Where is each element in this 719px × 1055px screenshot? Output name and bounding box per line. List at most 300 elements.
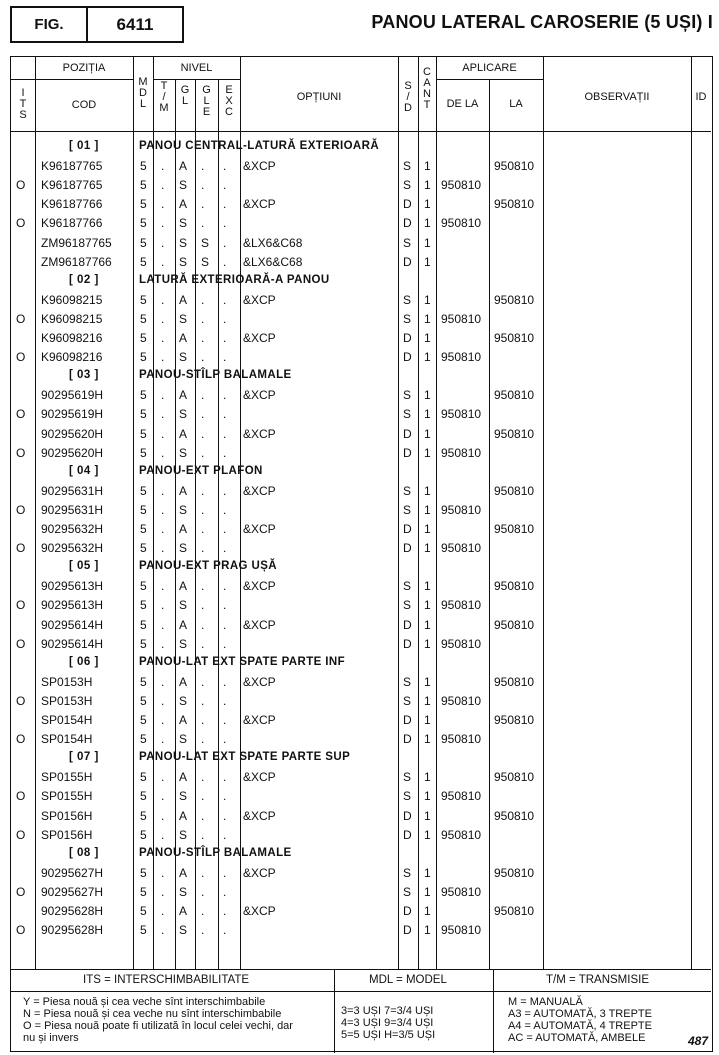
header-cod: COD (71, 99, 97, 111)
cell-tm: . (161, 331, 165, 345)
cell-gle: . (201, 674, 205, 689)
table-row (11, 864, 711, 883)
table-row (11, 520, 711, 539)
cell-exc: . (223, 445, 227, 460)
cell-exc: . (223, 178, 227, 193)
cell-tm: . (161, 407, 165, 422)
cell-cant: 1 (424, 674, 431, 689)
cell-sd: D (403, 197, 412, 212)
cell-opt: &XCP (243, 388, 276, 403)
cell-its: O (16, 789, 26, 804)
cell-tm: . (161, 159, 165, 174)
cell-cod: SP0154H (41, 713, 93, 727)
cell-gl: A (179, 483, 188, 498)
cell-mdl: 5 (140, 235, 147, 250)
cell-gle: . (201, 350, 205, 365)
cell-sd: S (403, 674, 412, 689)
cell-gle: . (201, 426, 205, 441)
cell-opt: &XCP (243, 522, 276, 536)
cell-tm: . (161, 388, 165, 403)
table-row (11, 826, 711, 845)
cell-mdl: 5 (140, 789, 147, 804)
cell-sd: S (403, 159, 412, 174)
cell-tm: . (161, 426, 165, 441)
cell-gle: . (201, 197, 205, 212)
cell-tm: . (161, 522, 165, 536)
cell-mdl: 5 (140, 311, 147, 326)
cell-gl: A (179, 426, 188, 441)
cell-opt: &XCP (243, 426, 276, 441)
cell-cant: 1 (424, 827, 431, 842)
table-row (11, 291, 711, 310)
cell-cod: K96187765 (41, 178, 103, 193)
cell-sd: S (403, 483, 412, 498)
grid-line (11, 131, 711, 132)
cell-tm: . (161, 713, 165, 727)
cell-la: 950810 (494, 522, 535, 536)
cell-exc: . (223, 865, 227, 880)
cell-exc: . (223, 770, 227, 785)
cell-cant: 1 (424, 292, 431, 307)
cell-its: O (16, 541, 26, 556)
cell-gle: . (201, 770, 205, 785)
cell-gl: A (179, 388, 188, 403)
table-row (11, 214, 711, 233)
cell-cant: 1 (424, 197, 431, 212)
cell-cod: SP0156H (41, 827, 93, 842)
cell-cant: 1 (424, 789, 431, 804)
cell-opt: &XCP (243, 292, 276, 307)
cell-its: O (16, 216, 26, 231)
table-row (11, 577, 711, 596)
cell-gl: S (179, 350, 188, 365)
cell-gl: S (179, 636, 188, 651)
cell-sd: S (403, 502, 412, 517)
table-row (11, 635, 711, 654)
cell-gle: S (201, 254, 210, 269)
cell-gl: S (179, 216, 188, 231)
cell-gl: A (179, 617, 188, 632)
cell-sd: D (403, 636, 412, 651)
section-row (11, 463, 711, 482)
figure-number: 6411 (88, 6, 184, 43)
cell-tm: . (161, 445, 165, 460)
cell-mdl: 5 (140, 216, 147, 231)
cell-exc: . (223, 541, 227, 556)
cell-opt: &XCP (243, 579, 276, 594)
section-title: PANOU CENTRAL-LATURĂ EXTERIOARĂ (139, 140, 380, 152)
cell-gl: A (179, 713, 188, 727)
cell-sd: S (403, 292, 412, 307)
table-row (11, 616, 711, 635)
cell-cant: 1 (424, 923, 431, 938)
cell-exc: . (223, 426, 227, 441)
cell-mdl: 5 (140, 923, 147, 938)
cell-gle: . (201, 159, 205, 174)
cell-gle: . (201, 483, 205, 498)
cell-cod: SP0155H (41, 770, 93, 785)
cell-la: 950810 (494, 426, 535, 441)
cell-dela: 950810 (441, 541, 482, 556)
cell-sd: S (403, 235, 412, 250)
cell-dela: 950810 (441, 884, 482, 899)
cell-cant: 1 (424, 331, 431, 345)
cell-gl: S (179, 502, 188, 517)
cell-its: O (16, 923, 26, 938)
section-code: [ 08 ] (69, 846, 99, 859)
cell-sd: S (403, 770, 412, 785)
cell-sd: S (403, 598, 412, 613)
table-row (11, 348, 711, 367)
cell-sd: S (403, 178, 412, 193)
cell-gl: S (179, 311, 188, 326)
cell-exc: . (223, 884, 227, 899)
cell-mdl: 5 (140, 445, 147, 460)
header-gle: G L E (202, 84, 211, 118)
table-row (11, 692, 711, 711)
cell-dela: 950810 (441, 311, 482, 326)
cell-sd: D (403, 808, 412, 823)
legend-mdl-header: MDL = MODEL (369, 974, 447, 986)
section-code: [ 06 ] (69, 655, 99, 668)
section-code: [ 05 ] (69, 560, 99, 573)
cell-sd: D (403, 713, 412, 727)
cell-cant: 1 (424, 808, 431, 823)
table-row (11, 807, 711, 826)
section-code: [ 03 ] (69, 369, 99, 382)
cell-dela: 950810 (441, 502, 482, 517)
cell-opt: &XCP (243, 770, 276, 785)
cell-exc: . (223, 350, 227, 365)
cell-tm: . (161, 311, 165, 326)
cell-cant: 1 (424, 522, 431, 536)
cell-cant: 1 (424, 502, 431, 517)
cell-gl: A (179, 865, 188, 880)
cell-tm: . (161, 483, 165, 498)
cell-la: 950810 (494, 159, 535, 174)
cell-opt: &XCP (243, 483, 276, 498)
cell-tm: . (161, 789, 165, 804)
cell-cant: 1 (424, 598, 431, 613)
cell-tm: . (161, 235, 165, 250)
section-title: PANOU-LAT EXT SPATE PARTE INF (139, 655, 346, 668)
cell-sd: S (403, 311, 412, 326)
cell-gle: . (201, 502, 205, 517)
cell-tm: . (161, 502, 165, 517)
legend-mdl-text: 3=3 UȘI 7=3/4 UȘI 4=3 UȘI 9=3/4 UȘI 5=5 UȘI H=3/5 UȘI (341, 1005, 436, 1041)
cell-cod: 90295619H (41, 407, 104, 422)
cell-mdl: 5 (140, 502, 147, 517)
cell-mdl: 5 (140, 254, 147, 269)
cell-exc: . (223, 292, 227, 307)
cell-gle: . (201, 808, 205, 823)
page-number: 487 (687, 1034, 708, 1048)
cell-exc: . (223, 693, 227, 708)
grid-line (436, 79, 543, 80)
cell-sd: D (403, 331, 412, 345)
table-row (11, 444, 711, 463)
cell-mdl: 5 (140, 197, 147, 212)
section-row (11, 138, 711, 157)
cell-opt: &XCP (243, 808, 276, 823)
cell-its: O (16, 178, 26, 193)
cell-mdl: 5 (140, 159, 147, 174)
table-row (11, 329, 711, 348)
table-row (11, 501, 711, 520)
grid-line (11, 79, 133, 80)
cell-mdl: 5 (140, 522, 147, 536)
cell-sd: D (403, 350, 412, 365)
cell-dela: 950810 (441, 789, 482, 804)
cell-exc: . (223, 789, 227, 804)
cell-exc: . (223, 579, 227, 594)
cell-sd: D (403, 541, 412, 556)
cell-la: 950810 (494, 388, 535, 403)
cell-sd: S (403, 693, 412, 708)
cell-cod: 90295632H (41, 541, 104, 556)
cell-cant: 1 (424, 216, 431, 231)
header-pozitia: POZIȚIA (62, 62, 106, 74)
cell-tm: . (161, 674, 165, 689)
cell-exc: . (223, 904, 227, 918)
cell-cod: 90295613H (41, 598, 104, 613)
cell-opt: &XCP (243, 674, 276, 689)
cell-gl: S (179, 827, 188, 842)
header-id: ID (695, 91, 707, 103)
section-title: PANOU-STÎLP BALAMALE (139, 369, 292, 382)
section-row (11, 272, 711, 291)
cell-tm: . (161, 197, 165, 212)
cell-its: O (16, 827, 26, 842)
parts-table (10, 56, 713, 1052)
cell-dela: 950810 (441, 598, 482, 613)
header-cant: C A N T (423, 66, 431, 111)
cell-its: O (16, 407, 26, 422)
cell-opt: &LX6&C68 (243, 254, 303, 269)
cell-its: O (16, 598, 26, 613)
cell-cod: K96187766 (41, 197, 103, 212)
cell-gle: . (201, 923, 205, 938)
cell-gl: A (179, 522, 188, 536)
cell-la: 950810 (494, 904, 535, 918)
cell-cod: 90295614H (41, 636, 104, 651)
cell-mdl: 5 (140, 579, 147, 594)
legend-its-text: Y = Piesa nouă și cea veche sînt interschimbabile N = Piesa nouă și cea veche nu sînt interschimbabile O = Piesa nouă poate fi utilizată în locul celei vechi, dar nu și invers (23, 996, 293, 1044)
cell-exc: . (223, 407, 227, 422)
cell-mdl: 5 (140, 693, 147, 708)
cell-mdl: 5 (140, 331, 147, 345)
cell-exc: . (223, 388, 227, 403)
cell-cod: SP0156H (41, 808, 93, 823)
cell-gle: . (201, 331, 205, 345)
legend-tm-text: M = MANUALĂ A3 = AUTOMATĂ, 3 TREPTE A4 = AUTOMATĂ, 4 TREPTE AC = AUTOMATĂ, AMBELE (508, 996, 652, 1044)
cell-cod: ZM96187766 (41, 254, 112, 269)
cell-cod: 90295613H (41, 579, 104, 594)
cell-la: 950810 (494, 865, 535, 880)
cell-cod: 90295631H (41, 483, 104, 498)
cell-sd: D (403, 732, 412, 747)
cell-la: 950810 (494, 713, 535, 727)
cell-gle: . (201, 216, 205, 231)
table-row (11, 405, 711, 424)
cell-exc: . (223, 235, 227, 250)
cell-its: O (16, 350, 26, 365)
table-row (11, 787, 711, 806)
cell-dela: 950810 (441, 693, 482, 708)
cell-cant: 1 (424, 350, 431, 365)
cell-cant: 1 (424, 483, 431, 498)
cell-cant: 1 (424, 178, 431, 193)
cell-gl: S (179, 235, 188, 250)
cell-gle: . (201, 904, 205, 918)
cell-dela: 950810 (441, 923, 482, 938)
table-row (11, 902, 711, 921)
cell-gl: S (179, 407, 188, 422)
table-row (11, 176, 711, 195)
section-row (11, 367, 711, 386)
cell-dela: 950810 (441, 216, 482, 231)
table-row (11, 883, 711, 902)
cell-cod: 90295631H (41, 502, 104, 517)
cell-exc: . (223, 598, 227, 613)
cell-exc: . (223, 254, 227, 269)
header-sd: S / D (404, 80, 412, 114)
section-code: [ 04 ] (69, 464, 99, 477)
header-exc: E X C (225, 84, 233, 118)
cell-sd: D (403, 617, 412, 632)
cell-la: 950810 (494, 331, 535, 345)
cell-tm: . (161, 770, 165, 785)
cell-gl: S (179, 732, 188, 747)
cell-gl: S (179, 693, 188, 708)
table-row (11, 195, 711, 214)
cell-opt: &XCP (243, 904, 276, 918)
cell-gl: A (179, 331, 188, 345)
cell-cant: 1 (424, 311, 431, 326)
cell-gle: . (201, 178, 205, 193)
table-row (11, 425, 711, 444)
cell-opt: &LX6&C68 (243, 235, 303, 250)
cell-exc: . (223, 636, 227, 651)
cell-mdl: 5 (140, 483, 147, 498)
cell-tm: . (161, 541, 165, 556)
cell-dela: 950810 (441, 827, 482, 842)
cell-gle: . (201, 311, 205, 326)
cell-gle: . (201, 732, 205, 747)
cell-cod: 90295627H (41, 865, 104, 880)
header-mdl: M D L (138, 76, 148, 110)
header-de-la: DE LA (446, 98, 479, 110)
cell-la: 950810 (494, 483, 535, 498)
cell-sd: S (403, 865, 412, 880)
cell-mdl: 5 (140, 178, 147, 193)
cell-mdl: 5 (140, 808, 147, 823)
header-aplicare: APLICARE (462, 62, 517, 74)
cell-sd: S (403, 579, 412, 594)
cell-gle: . (201, 388, 205, 403)
grid-line (493, 969, 494, 1053)
cell-cod: SP0153H (41, 693, 93, 708)
cell-gle: . (201, 827, 205, 842)
cell-exc: . (223, 674, 227, 689)
cell-sd: D (403, 254, 412, 269)
table-row (11, 234, 711, 253)
cell-gl: A (179, 674, 188, 689)
cell-tm: . (161, 904, 165, 918)
cell-cant: 1 (424, 865, 431, 880)
header-nivel: NIVEL (180, 62, 213, 74)
cell-gle: . (201, 541, 205, 556)
cell-cant: 1 (424, 426, 431, 441)
cell-gl: A (179, 579, 188, 594)
section-title: PANOU-EXT PLAFON (139, 464, 263, 477)
cell-gle: . (201, 522, 205, 536)
cell-its: O (16, 884, 26, 899)
cell-gl: A (179, 808, 188, 823)
table-row (11, 253, 711, 272)
header-la: LA (509, 98, 523, 110)
cell-cod: SP0155H (41, 789, 93, 804)
section-code: [ 02 ] (69, 273, 99, 286)
cell-cant: 1 (424, 445, 431, 460)
cell-exc: . (223, 502, 227, 517)
figure-label: FIG. (10, 6, 88, 43)
cell-sd: D (403, 827, 412, 842)
cell-mdl: 5 (140, 770, 147, 785)
cell-cant: 1 (424, 579, 431, 594)
section-title: PANOU-EXT PRAG UȘĂ (139, 560, 277, 573)
header-gl: G L (180, 84, 190, 107)
cell-tm: . (161, 216, 165, 231)
section-code: [ 01 ] (69, 140, 99, 152)
cell-exc: . (223, 216, 227, 231)
cell-tm: . (161, 827, 165, 842)
cell-cant: 1 (424, 254, 431, 269)
cell-la: 950810 (494, 674, 535, 689)
cell-exc: . (223, 827, 227, 842)
cell-exc: . (223, 197, 227, 212)
table-row (11, 921, 711, 940)
table-row (11, 482, 711, 501)
cell-cant: 1 (424, 904, 431, 918)
cell-gle: . (201, 579, 205, 594)
grid-line (11, 969, 711, 970)
cell-its: O (16, 502, 26, 517)
cell-mdl: 5 (140, 732, 147, 747)
cell-opt: &XCP (243, 197, 276, 212)
cell-mdl: 5 (140, 598, 147, 613)
cell-tm: . (161, 598, 165, 613)
cell-cod: 90295614H (41, 617, 104, 632)
cell-cant: 1 (424, 159, 431, 174)
cell-mdl: 5 (140, 827, 147, 842)
cell-sd: S (403, 388, 412, 403)
cell-sd: D (403, 216, 412, 231)
cell-opt: &XCP (243, 159, 276, 174)
cell-mdl: 5 (140, 674, 147, 689)
cell-tm: . (161, 617, 165, 632)
cell-gle: . (201, 713, 205, 727)
cell-mdl: 5 (140, 636, 147, 651)
cell-cant: 1 (424, 884, 431, 899)
cell-tm: . (161, 178, 165, 193)
cell-cant: 1 (424, 770, 431, 785)
section-row (11, 558, 711, 577)
cell-mdl: 5 (140, 884, 147, 899)
cell-gl: S (179, 598, 188, 613)
cell-opt: &XCP (243, 617, 276, 632)
cell-gl: A (179, 197, 188, 212)
